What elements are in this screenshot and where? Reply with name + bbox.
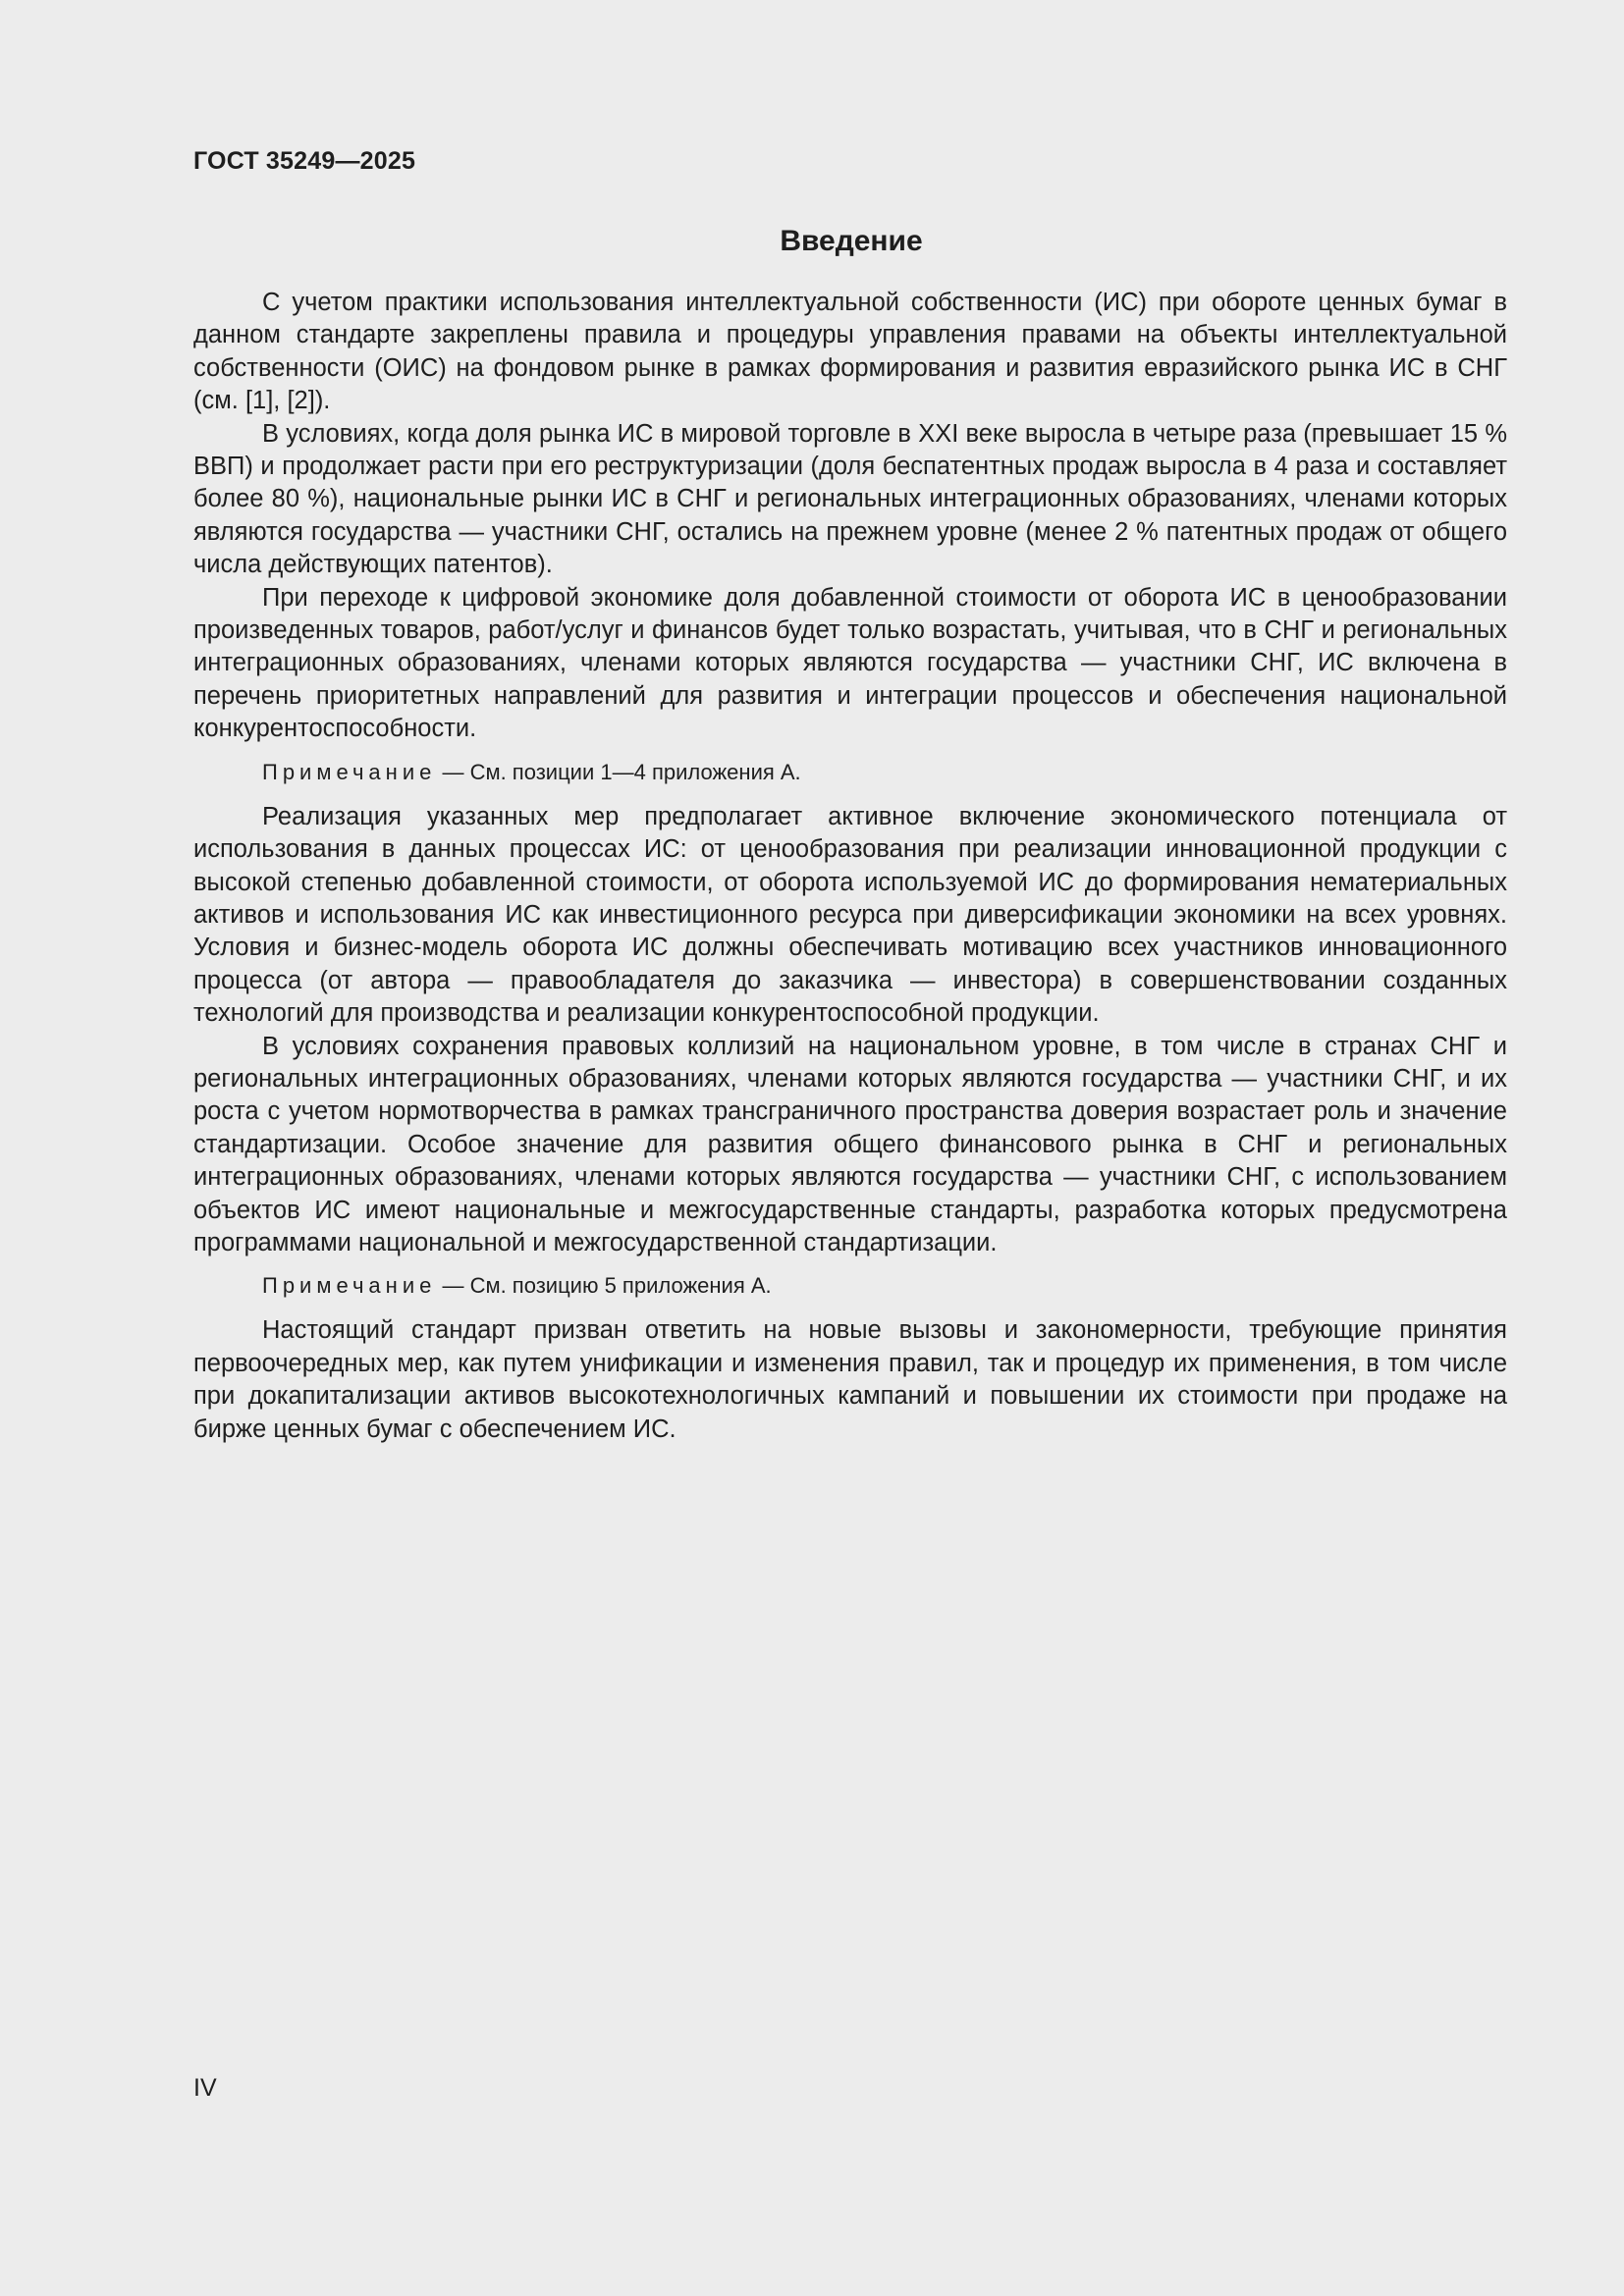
- note-2: [193, 1271, 1507, 1301]
- note-label: Примечание: [262, 759, 437, 784]
- paragraph-2: В условиях, когда доля рынка ИС в мировой торговле в XXI веке выросла в четыре раза (превышает 15 % ВВП) и продолжает расти при его реструктуризации (доля беспатентных продаж выросла в 4 раза и составляет более 80 %), национальные рынки ИС в СНГ и региональных интеграционных образованиях, членами которых являются государства — участники СНГ, остались на прежнем уровне (менее 2 % патентных продаж от общего числа действующих патентов).: [193, 419, 1507, 579]
- note-1: [193, 758, 1507, 787]
- paragraph-5: В условиях сохранения правовых коллизий на национальном уровне, в том числе в странах СНГ и региональных интеграционных образованиях, членами которых являются государства — участники СНГ, и их роста с учетом нормотворчества в рамках трансграничного пространства доверия возрастает роль и значение стандартизации. Особое значение для развития общего финансового рынка в СНГ и региональных интеграционных образованиях, членами которых являются государства — участники СНГ, с использованием объектов ИС имеют национальные и межгосударственные стандарты, разработка которых предусмотрена программами национальной и межгосударственной стандартизации.: [193, 1032, 1507, 1256]
- note-text: — См. позиции 1—4 приложения А.: [436, 759, 801, 784]
- paragraph-4: Реализация указанных мер предполагает активное включение экономического потенциала от использования в данных процессах ИС: от ценообразования при реализации инновационной продукции с высокой степенью добавленной стоимости, от оборота используемой ИС до формирования нематериальных активов и использования ИС как инвестиционного ресурса при диверсификации экономики на всех уровнях. Условия и бизнес-модель оборота ИС должны обеспечивать мотивацию всех участников инновационного процесса (от автора — правообладателя до заказчика — инвестора) в совершенствовании созданных технологий для производства и реализации конкурентоспособной продукции.: [193, 802, 1507, 1028]
- paragraph-1: С учетом практики использования интеллектуальной собственности (ИС) при обороте ценных бумаг в данном стандарте закреплены правила и процедуры управления правами на объекты интеллектуальной собственности (ОИС) на фондовом рынке в рамках формирования и развития евразийского рынка ИС в СНГ (см. [1], [2]).: [193, 289, 1507, 415]
- paragraph-3: При переходе к цифровой экономике доля добавленной стоимости от оборота ИС в ценообразовании произведенных товаров, работ/услуг и финансов будет только возрастать, учитывая, что в СНГ и региональных интеграционных образованиях, членами которых являются государства — участники СНГ, ИС включена в перечень приоритетных направлений для развития и интеграции процессов и обеспечения национальной конкурентоспособности.: [193, 583, 1507, 743]
- note-label: Примечание: [262, 1273, 437, 1299]
- note-text: — См. позицию 5 приложения А.: [436, 1273, 772, 1299]
- paragraph-6: Настоящий стандарт призван ответить на новые вызовы и закономерности, требующие принятия первоочередных мер, как путем унификации и изменения правил, так и процедур их применения, в том числе при докапитализации активов высокотехнологичных кампаний и повышении их стоимости при продаже на бирже ценных бумаг с обеспечением ИС.: [193, 1316, 1507, 1443]
- document-body: [193, 287, 1507, 1446]
- page-number: IV: [193, 2074, 217, 2102]
- section-title: Введение: [780, 225, 923, 257]
- document-code-header: ГОСТ 35249—2025: [193, 147, 416, 175]
